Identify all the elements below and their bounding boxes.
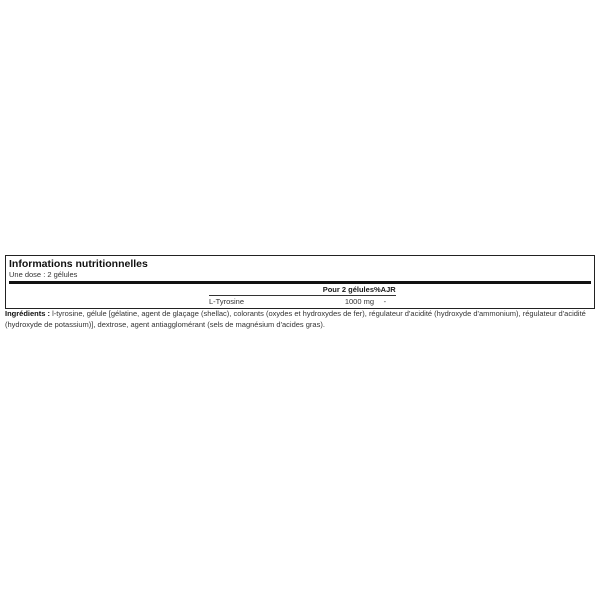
ingredients-label: Ingrédients : (5, 309, 51, 318)
nutrition-facts-box (5, 255, 595, 309)
nutrition-table (209, 284, 396, 307)
ingredients-text (4, 309, 596, 330)
product-info-panel (4, 255, 596, 330)
table-row (209, 296, 396, 308)
header-per-dose: Pour 2 gélules (304, 284, 374, 296)
nutrient-ajr: - (383, 297, 387, 306)
nutrient-amount: 1000 mg (344, 297, 374, 306)
nutrient-name: L-Tyrosine (209, 297, 245, 306)
nutrition-title: Informations nutritionnelles (9, 258, 148, 270)
header-ajr: %AJR (374, 285, 396, 294)
ingredients-list: l-tyrosine, gélule [gélatine, agent de glaçage (shellac), colorants (oxydes et hydroxydes de fer), régulateur d'acidité (hydroxyde d'ammonium), régulateur d'acidité (hydroxyde de potassium)], dextrose, agent antiagglomérant (sels de magnésium d'acides gras). (5, 309, 586, 329)
header-nutrient (209, 284, 304, 296)
serving-size: Une dose : 2 gélules (9, 270, 591, 284)
nutrition-table-header (209, 284, 396, 296)
